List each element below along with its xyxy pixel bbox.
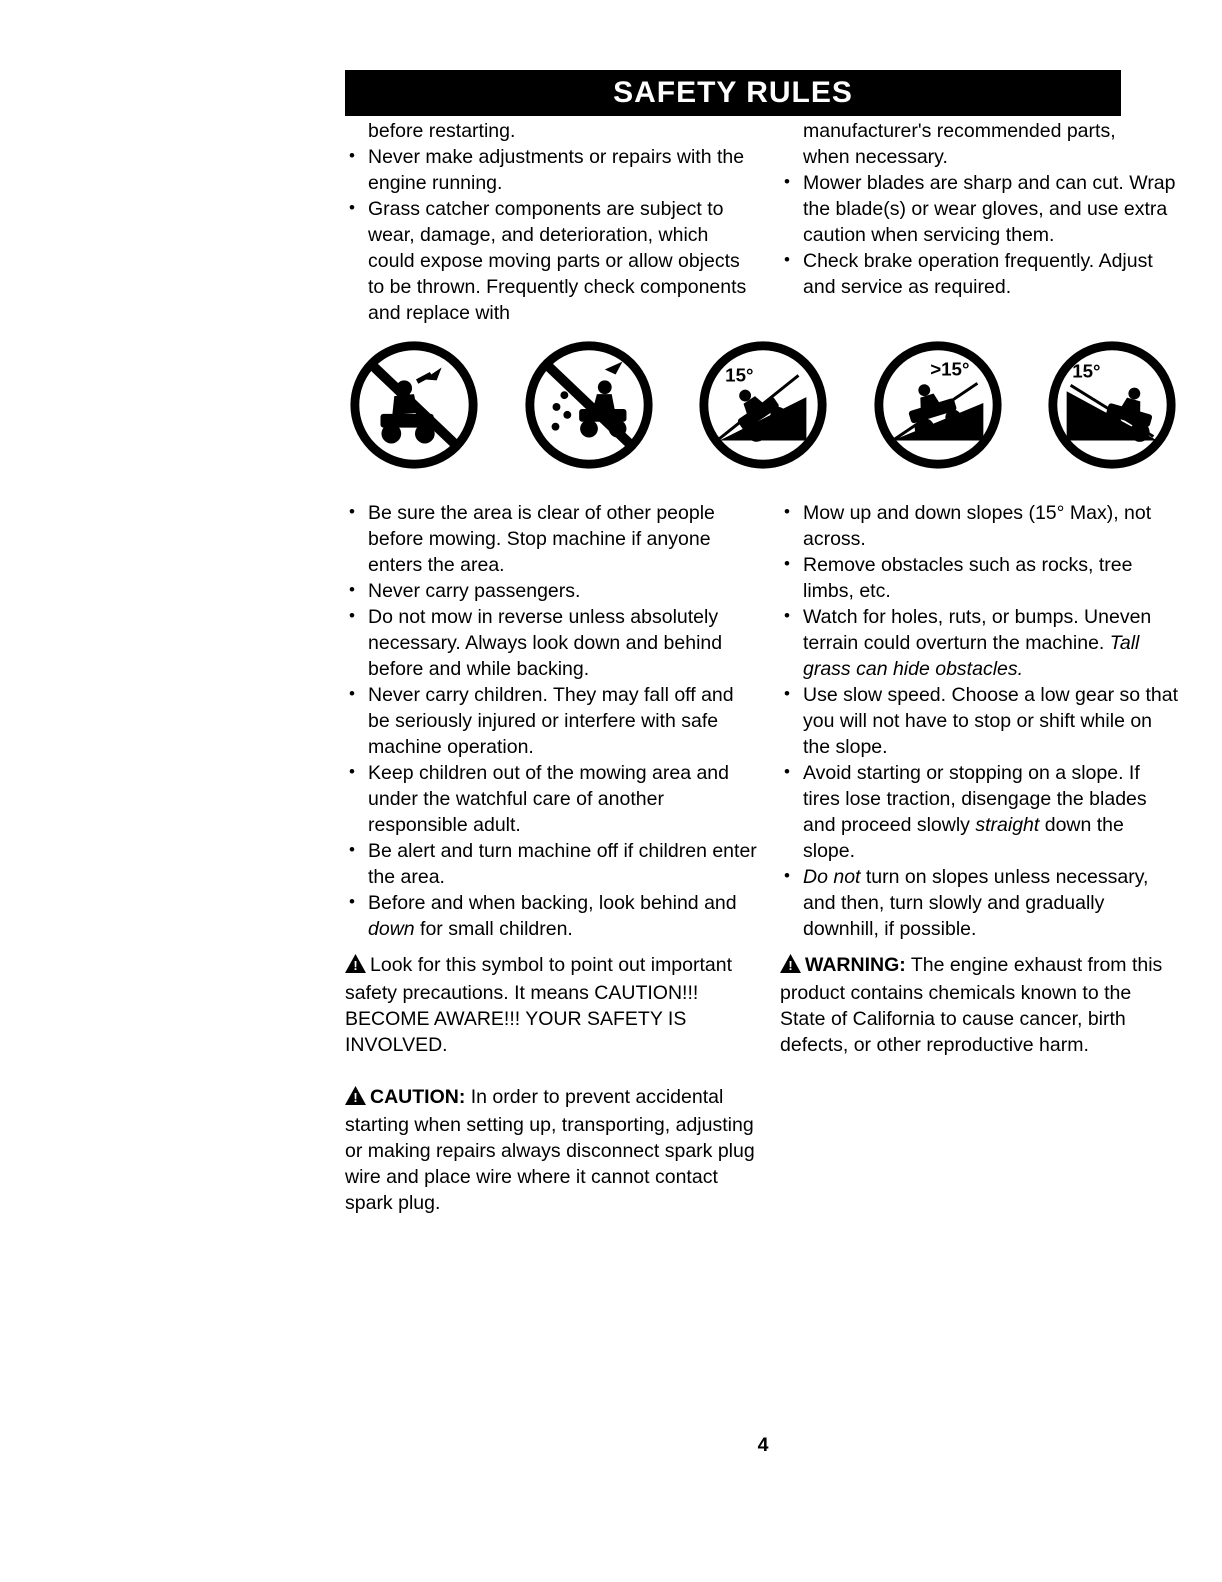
bullet-item: [345, 604, 757, 682]
bullet-marker: •: [349, 762, 355, 781]
bullet-item: [345, 144, 757, 196]
bullet-text: Mow up and down slopes (15° Max), not across.: [803, 502, 1152, 550]
continuation-text: manufacturer's recommended parts, when necessary.: [803, 120, 1116, 168]
bullet-list: [345, 500, 757, 942]
bullet-text: Remove obstacles such as rocks, tree limbs, etc.: [803, 554, 1133, 602]
warning-label: WARNING:: [805, 954, 906, 976]
bullet-text: Grass catcher components are subject to wear, damage, and deterioration, which could expose moving parts or allow objects to be thrown. Frequently check components and replace with: [368, 198, 747, 324]
svg-text:!: !: [788, 958, 793, 973]
bullet-list: [345, 144, 757, 326]
bullet-text: Do not turn on slopes unless necessary, and then, turn slowly and gradually downhill, if possible.: [803, 866, 1149, 940]
bullet-text: Mower blades are sharp and can cut. Wrap the blade(s) or wear gloves, and use extra caution when servicing them.: [803, 172, 1176, 246]
bullet-text: Use slow speed. Choose a low gear so that you will not have to stop or shift while on the slope.: [803, 684, 1179, 758]
continuation-text: before restarting.: [368, 120, 516, 142]
warning-notice: [780, 952, 1181, 1058]
bullet-item: [345, 838, 757, 890]
bullet-item: [780, 682, 1181, 760]
angle-label: 15°: [725, 364, 754, 386]
bullet-marker: •: [784, 502, 790, 521]
bullet-text: Keep children out of the mowing area and under the watchful care of another responsible adult.: [368, 762, 729, 836]
top-text-section: [345, 118, 1181, 326]
section-title: SAFETY RULES: [613, 76, 853, 109]
safety-left-column: [345, 500, 757, 942]
warning-icons-row: [345, 336, 1181, 474]
angle-label: >15°: [929, 358, 969, 380]
caution-label: CAUTION:: [370, 1086, 466, 1108]
bullet-text: Never carry passengers.: [368, 580, 581, 602]
bullet-marker: •: [784, 606, 790, 625]
tip-over-15-icon: [694, 336, 832, 474]
bullet-text: Never make adjustments or repairs with the engine running.: [368, 146, 745, 194]
top-left-column: [345, 118, 757, 326]
caution-notice-text: In order to prevent accidental starting when setting up, transporting, adjusting or making repairs always disconnect spark plug wire and place wire where it cannot contact spark plug.: [345, 1086, 755, 1214]
bullet-marker: •: [349, 580, 355, 599]
slope-15-icon: [1043, 336, 1181, 474]
bullet-marker: •: [349, 606, 355, 625]
bullet-item: [780, 604, 1181, 682]
bullet-marker: •: [784, 172, 790, 191]
bullet-item: [780, 864, 1181, 942]
warning-notice-text: The engine exhaust from this product contains chemicals known to the State of California to cause cancer, birth defects, or other reproductive harm.: [780, 954, 1163, 1056]
notices-left-column: [345, 952, 757, 1216]
bullet-text: Be sure the area is clear of other people before mowing. Stop machine if anyone enters the area.: [368, 502, 715, 576]
warning-triangle-icon: [780, 954, 801, 980]
bullet-list: [780, 500, 1181, 942]
bullet-item: [345, 890, 757, 942]
thrown-objects-icon: [520, 336, 658, 474]
bullet-item: [780, 552, 1181, 604]
notices-section: [345, 952, 1181, 1216]
bullet-item: [780, 760, 1181, 864]
bullet-text: Do not mow in reverse unless absolutely necessary. Always look down and behind before and while backing.: [368, 606, 723, 680]
bullet-marker: •: [784, 684, 790, 703]
bullet-item: [780, 500, 1181, 552]
bullet-text: Before and when backing, look behind and down for small children.: [368, 892, 737, 940]
svg-text:!: !: [353, 958, 358, 973]
bullet-item: [345, 682, 757, 760]
bullet-marker: •: [349, 198, 355, 217]
no-riders-icon: [345, 336, 483, 474]
bullet-marker: •: [349, 892, 355, 911]
bullet-item: [345, 760, 757, 838]
caution-notice: [345, 1084, 757, 1216]
steep-slope-over-15-icon: [869, 336, 1007, 474]
bullet-marker: •: [784, 762, 790, 781]
bullet-marker: •: [784, 250, 790, 269]
bullet-text: Be alert and turn machine off if children enter the area.: [368, 840, 757, 888]
top-right-column: [780, 118, 1181, 326]
bullet-marker: •: [349, 684, 355, 703]
angle-label: 15°: [1072, 360, 1101, 382]
notices-right-column: [780, 952, 1181, 1216]
bullet-text: Never carry children. They may fall off and be seriously injured or interfere with safe machine operation.: [368, 684, 734, 758]
bullet-text: Check brake operation frequently. Adjust and service as required.: [803, 250, 1153, 298]
bullet-marker: •: [784, 554, 790, 573]
bullet-marker: •: [349, 840, 355, 859]
bullet-item: [345, 578, 757, 604]
symbol-notice-text: Look for this symbol to point out important safety precautions. It means CAUTION!!! BECOME AWARE!!! YOUR SAFETY IS INVOLVED.: [345, 954, 733, 1056]
bullet-item: [345, 500, 757, 578]
bullet-marker: •: [784, 866, 790, 885]
bullet-marker: •: [349, 502, 355, 521]
bullet-item: [780, 170, 1181, 248]
warning-triangle-icon: [345, 954, 366, 980]
bullet-item: [780, 248, 1181, 300]
bullet-text: Watch for holes, ruts, or bumps. Uneven terrain could overturn the machine. Tall grass can hide obstacles.: [803, 606, 1152, 680]
svg-text:!: !: [353, 1090, 358, 1105]
warning-triangle-icon: [345, 1086, 366, 1112]
page-number: 4: [757, 1434, 769, 1456]
symbol-notice: [345, 952, 757, 1058]
section-header: [345, 70, 1121, 116]
bullet-marker: •: [349, 146, 355, 165]
safety-right-column: [780, 500, 1181, 942]
bullet-text: Avoid starting or stopping on a slope. If tires lose traction, disengage the blades and proceed slowly straight down the slope.: [803, 762, 1147, 862]
bullet-list: [780, 170, 1181, 300]
safety-rules-section: [345, 500, 1181, 942]
bullet-item: [345, 196, 757, 326]
